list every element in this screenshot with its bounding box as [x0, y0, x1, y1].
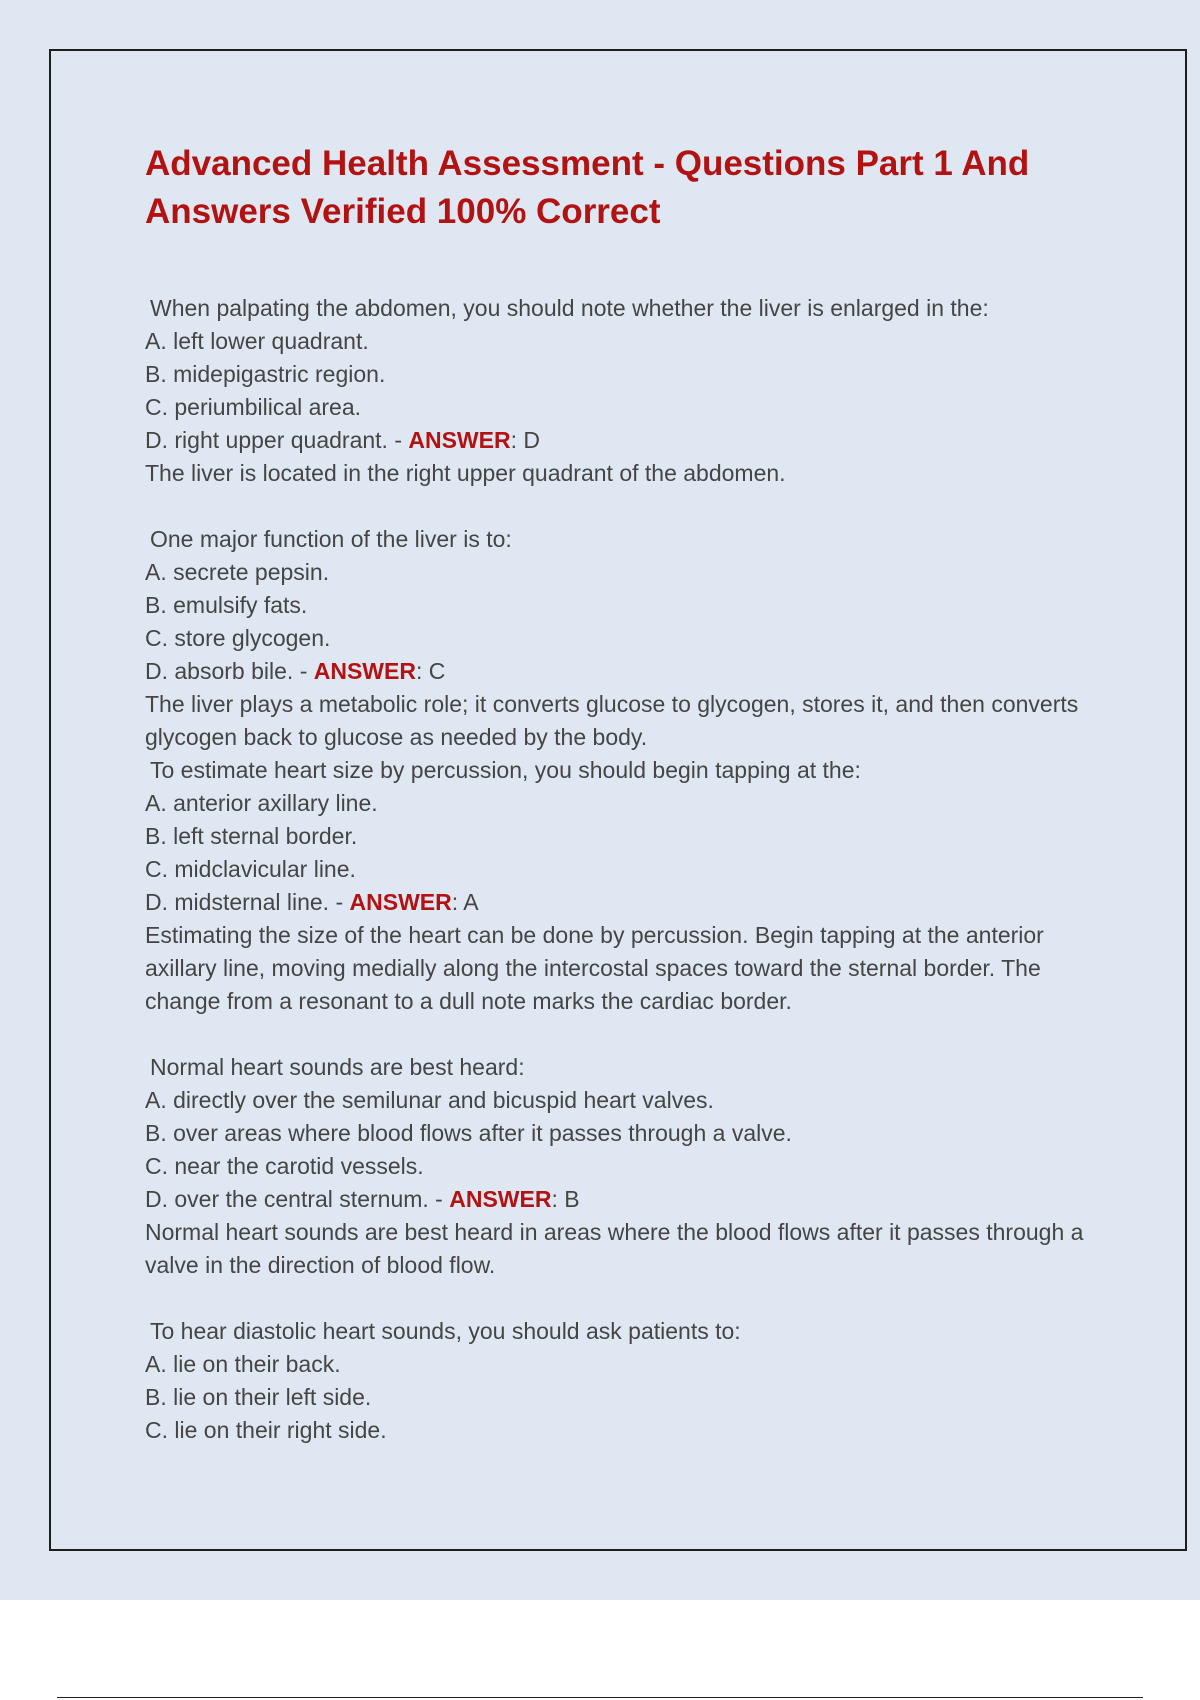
document-title: Advanced Health Assessment - Questions Part 1 And Answers Verified 100% Correct: [145, 144, 1030, 231]
option-d: D. right upper quadrant. -: [145, 427, 409, 453]
option-d-with-answer: [145, 1183, 1085, 1216]
answer-letter: : D: [510, 427, 540, 453]
option-c: C. store glycogen.: [145, 625, 331, 651]
answer-explanation: Estimating the size of the heart can be done by percussion. Begin tapping at the anterior axillary line, moving medially along the intercostal spaces toward the sternal border. The change from a resonant to a dull note marks the cardiac border.: [145, 922, 1044, 1014]
question-block: [145, 1315, 1085, 1447]
option-d: D. absorb bile. -: [145, 658, 314, 684]
answer-explanation: The liver is located in the right upper quadrant of the abdomen.: [145, 460, 786, 486]
option-b: B. midepigastric region.: [145, 361, 386, 387]
option-a: A. left lower quadrant.: [145, 328, 369, 354]
answer-explanation: Normal heart sounds are best heard in areas where the blood flows after it passes through a valve in the direction of blood flow.: [145, 1219, 1084, 1278]
option-d-with-answer: [145, 424, 1085, 457]
option-d: D. over the central sternum. -: [145, 1186, 450, 1212]
qa-list: [145, 292, 1085, 1447]
answer-explanation: The liver plays a metabolic role; it converts glucose to glycogen, stores it, and then converts glycogen back to glucose as needed by the body.: [145, 691, 1079, 750]
option-c: C. near the carotid vessels.: [145, 1153, 424, 1179]
question-block: [145, 754, 1085, 1018]
question-text: Normal heart sounds are best heard:: [150, 1054, 525, 1080]
answer-label: ANSWER: [349, 889, 452, 915]
answer-label: ANSWER: [408, 427, 511, 453]
question-block: [145, 523, 1085, 754]
question-text: To estimate heart size by percussion, you should begin tapping at the:: [150, 757, 861, 783]
answer-letter: : C: [415, 658, 446, 684]
question-text: When palpating the abdomen, you should note whether the liver is enlarged in the:: [150, 295, 989, 321]
question-block: [145, 292, 1085, 490]
option-b: B. left sternal border.: [145, 823, 358, 849]
answer-label: ANSWER: [449, 1186, 552, 1212]
question-text: One major function of the liver is to:: [150, 526, 512, 552]
option-b: B. over areas where blood flows after it passes through a valve.: [145, 1120, 792, 1146]
answer-label: ANSWER: [313, 658, 416, 684]
option-c: C. lie on their right side.: [145, 1417, 387, 1443]
option-d: D. midsternal line. -: [145, 889, 350, 915]
answer-letter: : A: [451, 889, 479, 915]
option-a: A. lie on their back.: [145, 1351, 341, 1377]
option-d-with-answer: [145, 655, 1085, 688]
page-bottom-rule: [57, 1697, 1143, 1698]
question-block: [145, 1051, 1085, 1282]
option-a: A. directly over the semilunar and bicuspid heart valves.: [145, 1087, 714, 1113]
option-d-with-answer: [145, 886, 1085, 919]
option-b: B. emulsify fats.: [145, 592, 308, 618]
option-b: B. lie on their left side.: [145, 1384, 372, 1410]
question-text: To hear diastolic heart sounds, you should ask patients to:: [150, 1318, 741, 1344]
document-content: [145, 140, 1085, 1447]
option-c: C. midclavicular line.: [145, 856, 356, 882]
answer-letter: : B: [551, 1186, 580, 1212]
option-a: A. secrete pepsin.: [145, 559, 330, 585]
option-c: C. periumbilical area.: [145, 394, 362, 420]
option-a: A. anterior axillary line.: [145, 790, 378, 816]
